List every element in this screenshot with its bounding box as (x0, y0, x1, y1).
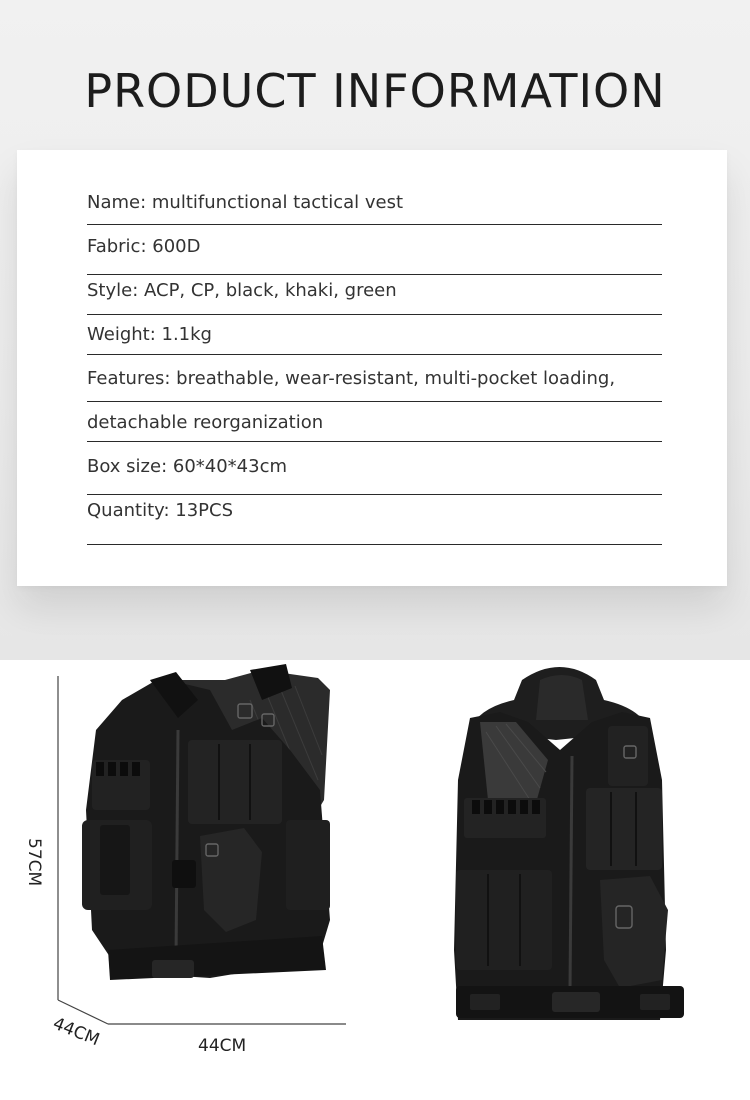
spec-card (17, 150, 727, 586)
spec-quantity: Quantity: 13PCS (87, 500, 234, 521)
page-title: PRODUCT INFORMATION (84, 64, 666, 118)
spec-features-cont: detachable reorganization (87, 412, 324, 433)
divider (87, 441, 662, 442)
divider (87, 401, 662, 402)
spec-name: Name: multifunctional tactical vest (87, 192, 404, 213)
divider (87, 224, 662, 225)
divider (87, 544, 662, 545)
spec-weight: Weight: 1.1kg (87, 324, 212, 345)
vest-dimension-diagram (0, 660, 750, 1100)
divider (87, 314, 662, 315)
vest-front-view (454, 667, 684, 1020)
height-dimension-label: 57CM (24, 838, 44, 887)
product-photos (0, 660, 750, 1100)
spec-box-size: Box size: 60*40*43cm (87, 456, 288, 477)
vest-side-view (82, 664, 330, 980)
spec-fabric: Fabric: 600D (87, 236, 201, 257)
divider (87, 354, 662, 355)
width-dimension-label: 44CM (198, 1036, 247, 1056)
divider (87, 274, 662, 275)
spec-features: Features: breathable, wear-resistant, multi-pocket loading, (87, 368, 616, 389)
depth-dimension-label: 44CM (50, 1013, 103, 1051)
divider (87, 494, 662, 495)
spec-style: Style: ACP, CP, black, khaki, green (87, 280, 397, 301)
